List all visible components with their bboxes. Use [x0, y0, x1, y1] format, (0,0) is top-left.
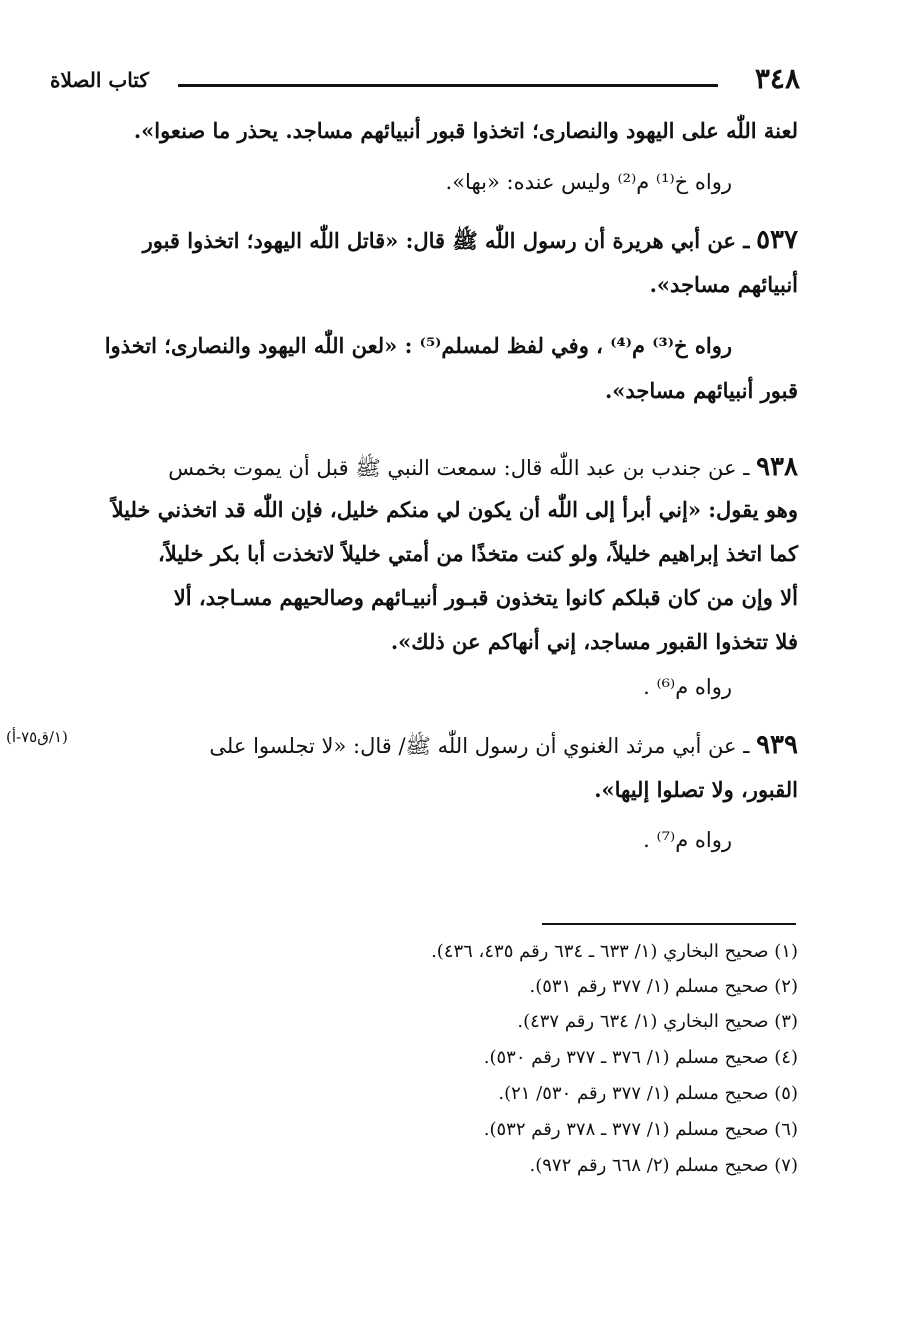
riwaya-line: رواه م⁽⁷⁾ . — [643, 828, 732, 852]
text-line: ألا وإن من كان قبلكم كانوا يتخذون قبـور أنبيـائهم وصالحيهم مسـاجد، ألا — [173, 585, 798, 610]
footnote: (٤) صحيح مسلم (١/ ٣٧٦ ـ ٣٧٧ رقم ٥٣٠). — [483, 1047, 798, 1068]
hadith-number: ٩٣٩ — [756, 730, 798, 760]
hadith-938-line-1 — [168, 452, 798, 486]
manuscript-margin-note: (١/ق٧٥-أ) — [6, 728, 68, 746]
footnote: (١) صحيح البخاري (١/ ٦٣٣ ـ ٦٣٤ رقم ٤٣٥، ٤٣٦). — [431, 941, 798, 962]
footnote: (٣) صحيح البخاري (١/ ٦٣٤ رقم ٤٣٧). — [517, 1011, 798, 1032]
riwaya-line: رواه خ⁽¹⁾ م⁽²⁾ وليس عنده: «بها». — [445, 170, 732, 194]
hadith-937-line-1 — [56, 225, 798, 259]
text-line: القبور، ولا تصلوا إليها». — [594, 777, 798, 802]
footnote: (٥) صحيح مسلم (١/ ٣٧٧ رقم ٥٣٠/ ٢١). — [498, 1083, 798, 1104]
hadith-number: ٩٣٨ — [756, 452, 798, 482]
header-rule — [178, 84, 718, 87]
hadith-937-line-2: أنبيائهم مساجد». — [649, 272, 798, 297]
hadith-text: ـ عن جندب بن عبد اللّٰه قال: سمعت النبي ﷺ قبل أن يموت بخمس — [168, 456, 750, 480]
footnote: (٦) صحيح مسلم (١/ ٣٧٧ ـ ٣٧٨ رقم ٥٣٢). — [483, 1119, 798, 1140]
text-line: قبور أنبيائهم مساجد». — [604, 378, 798, 403]
footnote: (٢) صحيح مسلم (١/ ٣٧٧ رقم ٥٣١). — [529, 976, 798, 997]
chapter-title: كتاب الصلاة — [50, 68, 149, 92]
hadith-text: ـ عن أبي مرثد الغنوي أن رسول اللّٰه ﷺ/ قال: «لا تجلسوا على — [209, 734, 750, 758]
page-header — [50, 62, 800, 102]
riwaya-line: رواه خ⁽³⁾ م⁽⁴⁾ ، وفي لفظ لمسلم⁽⁵⁾ : «لعن اللّٰه اليهود والنصارى؛ اتخذوا — [104, 333, 732, 358]
footnote: (٧) صحيح مسلم (٢/ ٦٦٨ رقم ٩٧٢). — [529, 1155, 798, 1176]
footnote-separator — [542, 923, 796, 925]
hadith-939-line-1 — [209, 730, 798, 764]
page-number: ٣٤٨ — [754, 62, 800, 95]
text-line: فلا تتخذوا القبور مساجد، إني أنهاكم عن ذلك». — [390, 629, 798, 654]
riwaya-line: رواه م⁽⁶⁾ . — [643, 675, 732, 699]
text-line: لعنة اللّٰه على اليهود والنصارى؛ اتخذوا قبور أنبيائهم مساجد. يحذر ما صنعوا». — [133, 118, 798, 143]
hadith-number: ٥٣٧ — [756, 225, 798, 255]
hadith-text: ـ عن أبي هريرة أن رسول اللّٰه ﷺ قال: «قاتل اللّٰه اليهود؛ اتخذوا قبور — [142, 228, 750, 253]
text-line: كما اتخذ إبراهيم خليلاً، ولو كنت متخذًا من أمتي خليلاً لاتخذت أبا بكر خليلاً، — [157, 541, 798, 566]
text-line: وهو يقول: «إني أبرأ إلى اللّٰه أن يكون لي منكم خليل، فإن اللّٰه قد اتخذني خليلاً — [111, 497, 798, 522]
